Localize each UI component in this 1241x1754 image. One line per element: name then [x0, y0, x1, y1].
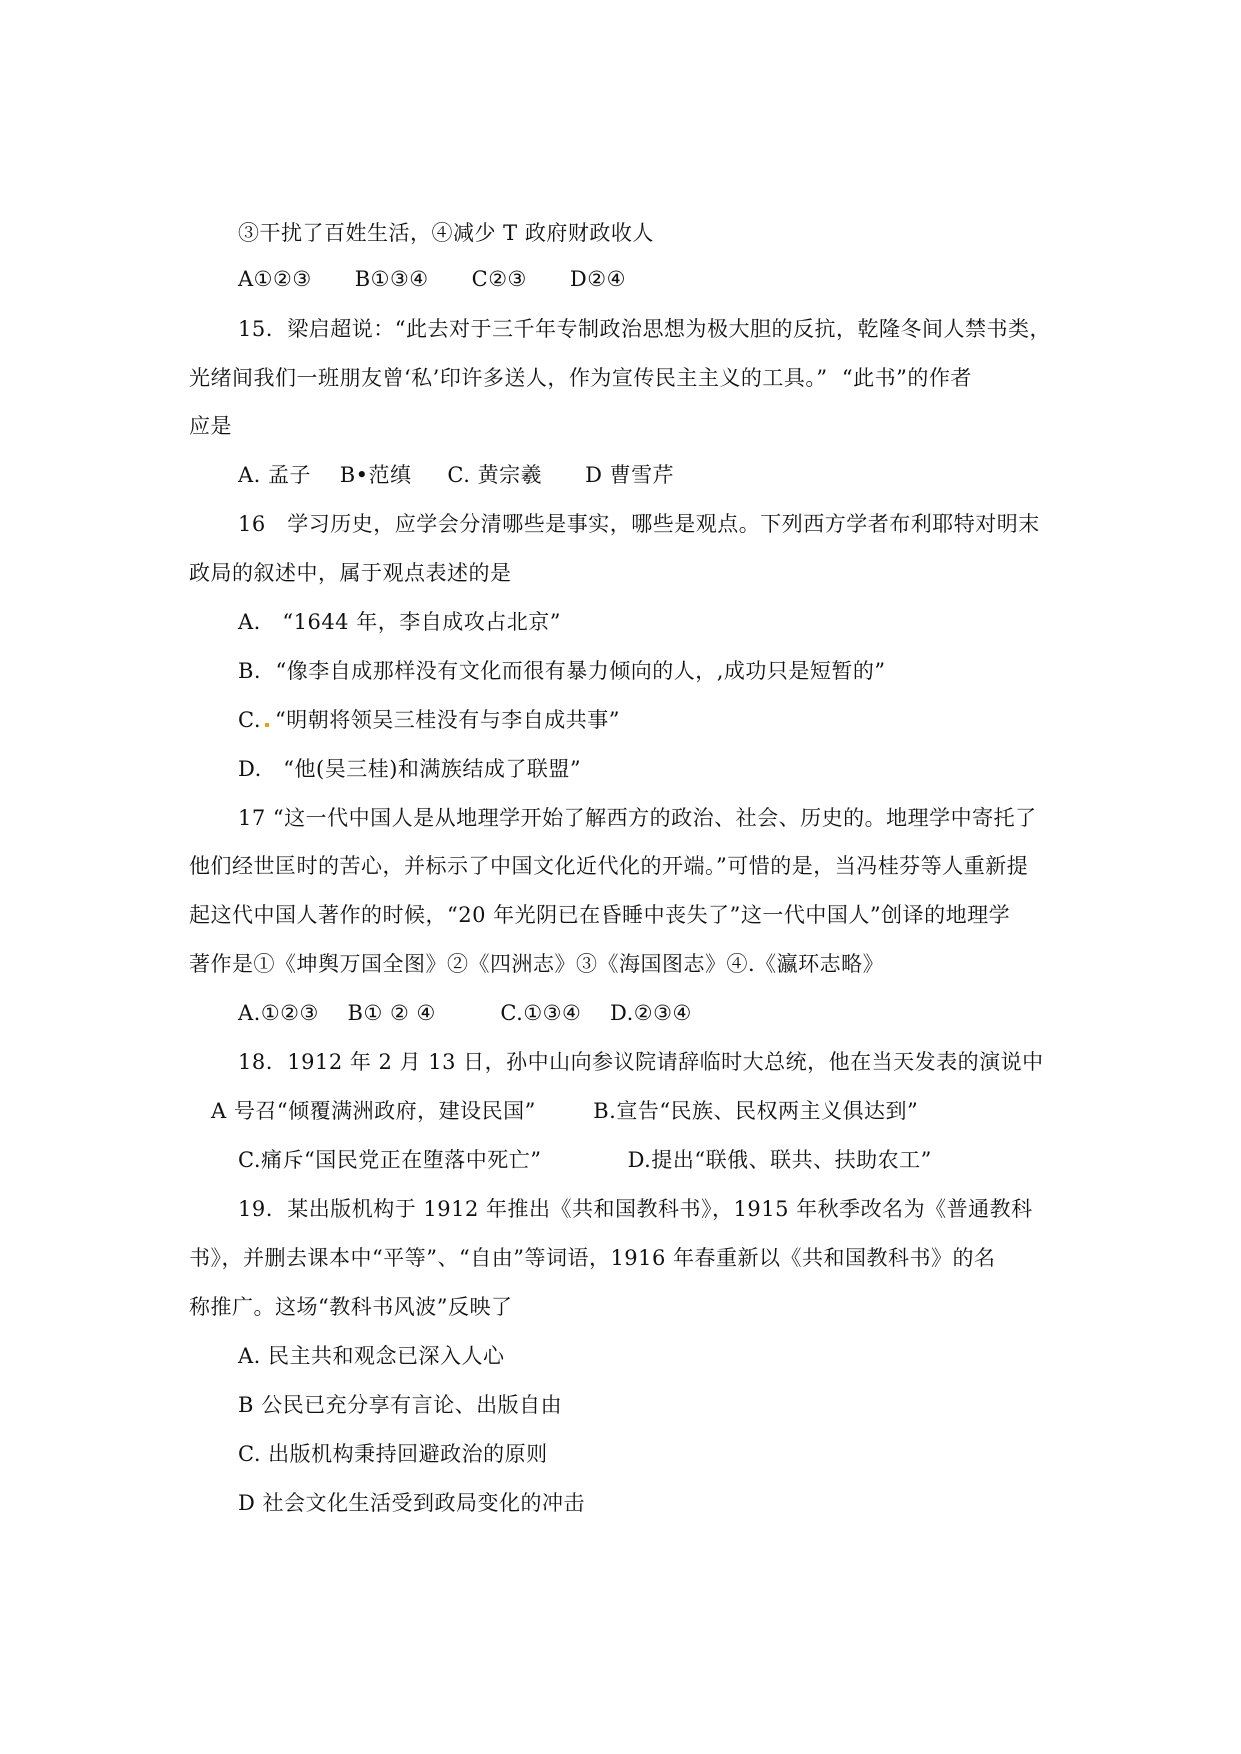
question-17: 17 “这一代中国人是从地理学开始了解西方的政治、社会、历史的。地理学中寄托了: [238, 806, 1037, 830]
question-19-cont: 称推广。这场“教科书风波”反映了: [189, 1295, 513, 1319]
question-17-cont: 他们经世匡时的苦心，并标示了中国文化近代化的开端。”可惜的是，当冯桂芬等人重新提: [189, 854, 1029, 878]
question-16: 16 学习历史，应学会分清哪些是事实，哪些是观点。下列西方学者布利耶特对明末: [238, 512, 1040, 536]
answer-choices: A.①②③ B① ② ④ C.①③④ D.②③④: [238, 1001, 692, 1025]
options-cd: C.痛斥“国民党正在堕落中死亡” D.提出“联俄、联共、扶助农工”: [238, 1148, 932, 1172]
question-17-cont: 起这代中国人著作的时候，“20 年光阴已在昏睡中丧失了”这一代中国人”创译的地理学: [189, 903, 1011, 927]
option-c-text: “明朝将领吴三桂没有与李自成共事”: [275, 708, 620, 732]
option-d: D 社会文化生活受到政局变化的冲击: [238, 1491, 586, 1515]
question-15-cont: 光绪间我们一班朋友曾‘私’印许多送人，作为宣传民主主义的工具。” “此书”的作者: [189, 366, 972, 390]
option-c-label: C.: [238, 708, 261, 732]
option-b: B 公民已充分享有言论、出版自由: [238, 1393, 563, 1417]
option-c: C. 出版机构秉持回避政治的原则: [238, 1442, 548, 1466]
answer-choices: A. 孟子 B•范缜 C. 黄宗羲 D 曹雪芹: [238, 463, 675, 487]
option-a: A. 民主共和观念已深入人心: [238, 1344, 505, 1368]
question-19-cont: 书》，并删去课本中“平等”、“自由”等词语，1916 年春重新以《共和国教科书》的名: [189, 1246, 996, 1270]
option-a: A. “1644 年，李自成攻占北京”: [238, 610, 561, 634]
question-16-cont: 政局的叙述中，属于观点表述的是: [189, 561, 512, 585]
question-15: 15. 梁启超说：“此去对于三千年专制政治思想为极大胆的反抗，乾隆冬间人禁书类，: [238, 317, 1051, 341]
marker-dot: [265, 723, 269, 727]
question-17-cont: 著作是①《坤舆万国全图》②《四洲志》③《海国图志》④.《瀛环志略》: [189, 952, 885, 976]
option-line: ③干扰了百姓生活，④减少 T 政府财政收人: [238, 221, 654, 245]
question-15-cont: 应是: [189, 414, 232, 438]
question-19: 19. 某出版机构于 1912 年推出《共和国教科书》，1915 年秋季改名为《普通教科: [238, 1197, 1033, 1221]
options-ab: A 号召“倾覆满洲政府，建设民国” B.宣告“民族、民权两主义俱达到”: [211, 1099, 919, 1123]
question-18: 18. 1912 年 2 月 13 日，孙中山向参议院请辞临时大总统，他在当天发表的演说中: [238, 1050, 1044, 1074]
option-d: D. “他(吴三桂)和满族结成了联盟”: [238, 757, 582, 781]
option-b: B. “像李自成那样没有文化而很有暴力倾向的人，,成功只是短暂的”: [238, 659, 886, 683]
answer-choices: A①②③ B①③④ C②③ D②④: [238, 267, 626, 291]
option-c: [238, 705, 620, 735]
